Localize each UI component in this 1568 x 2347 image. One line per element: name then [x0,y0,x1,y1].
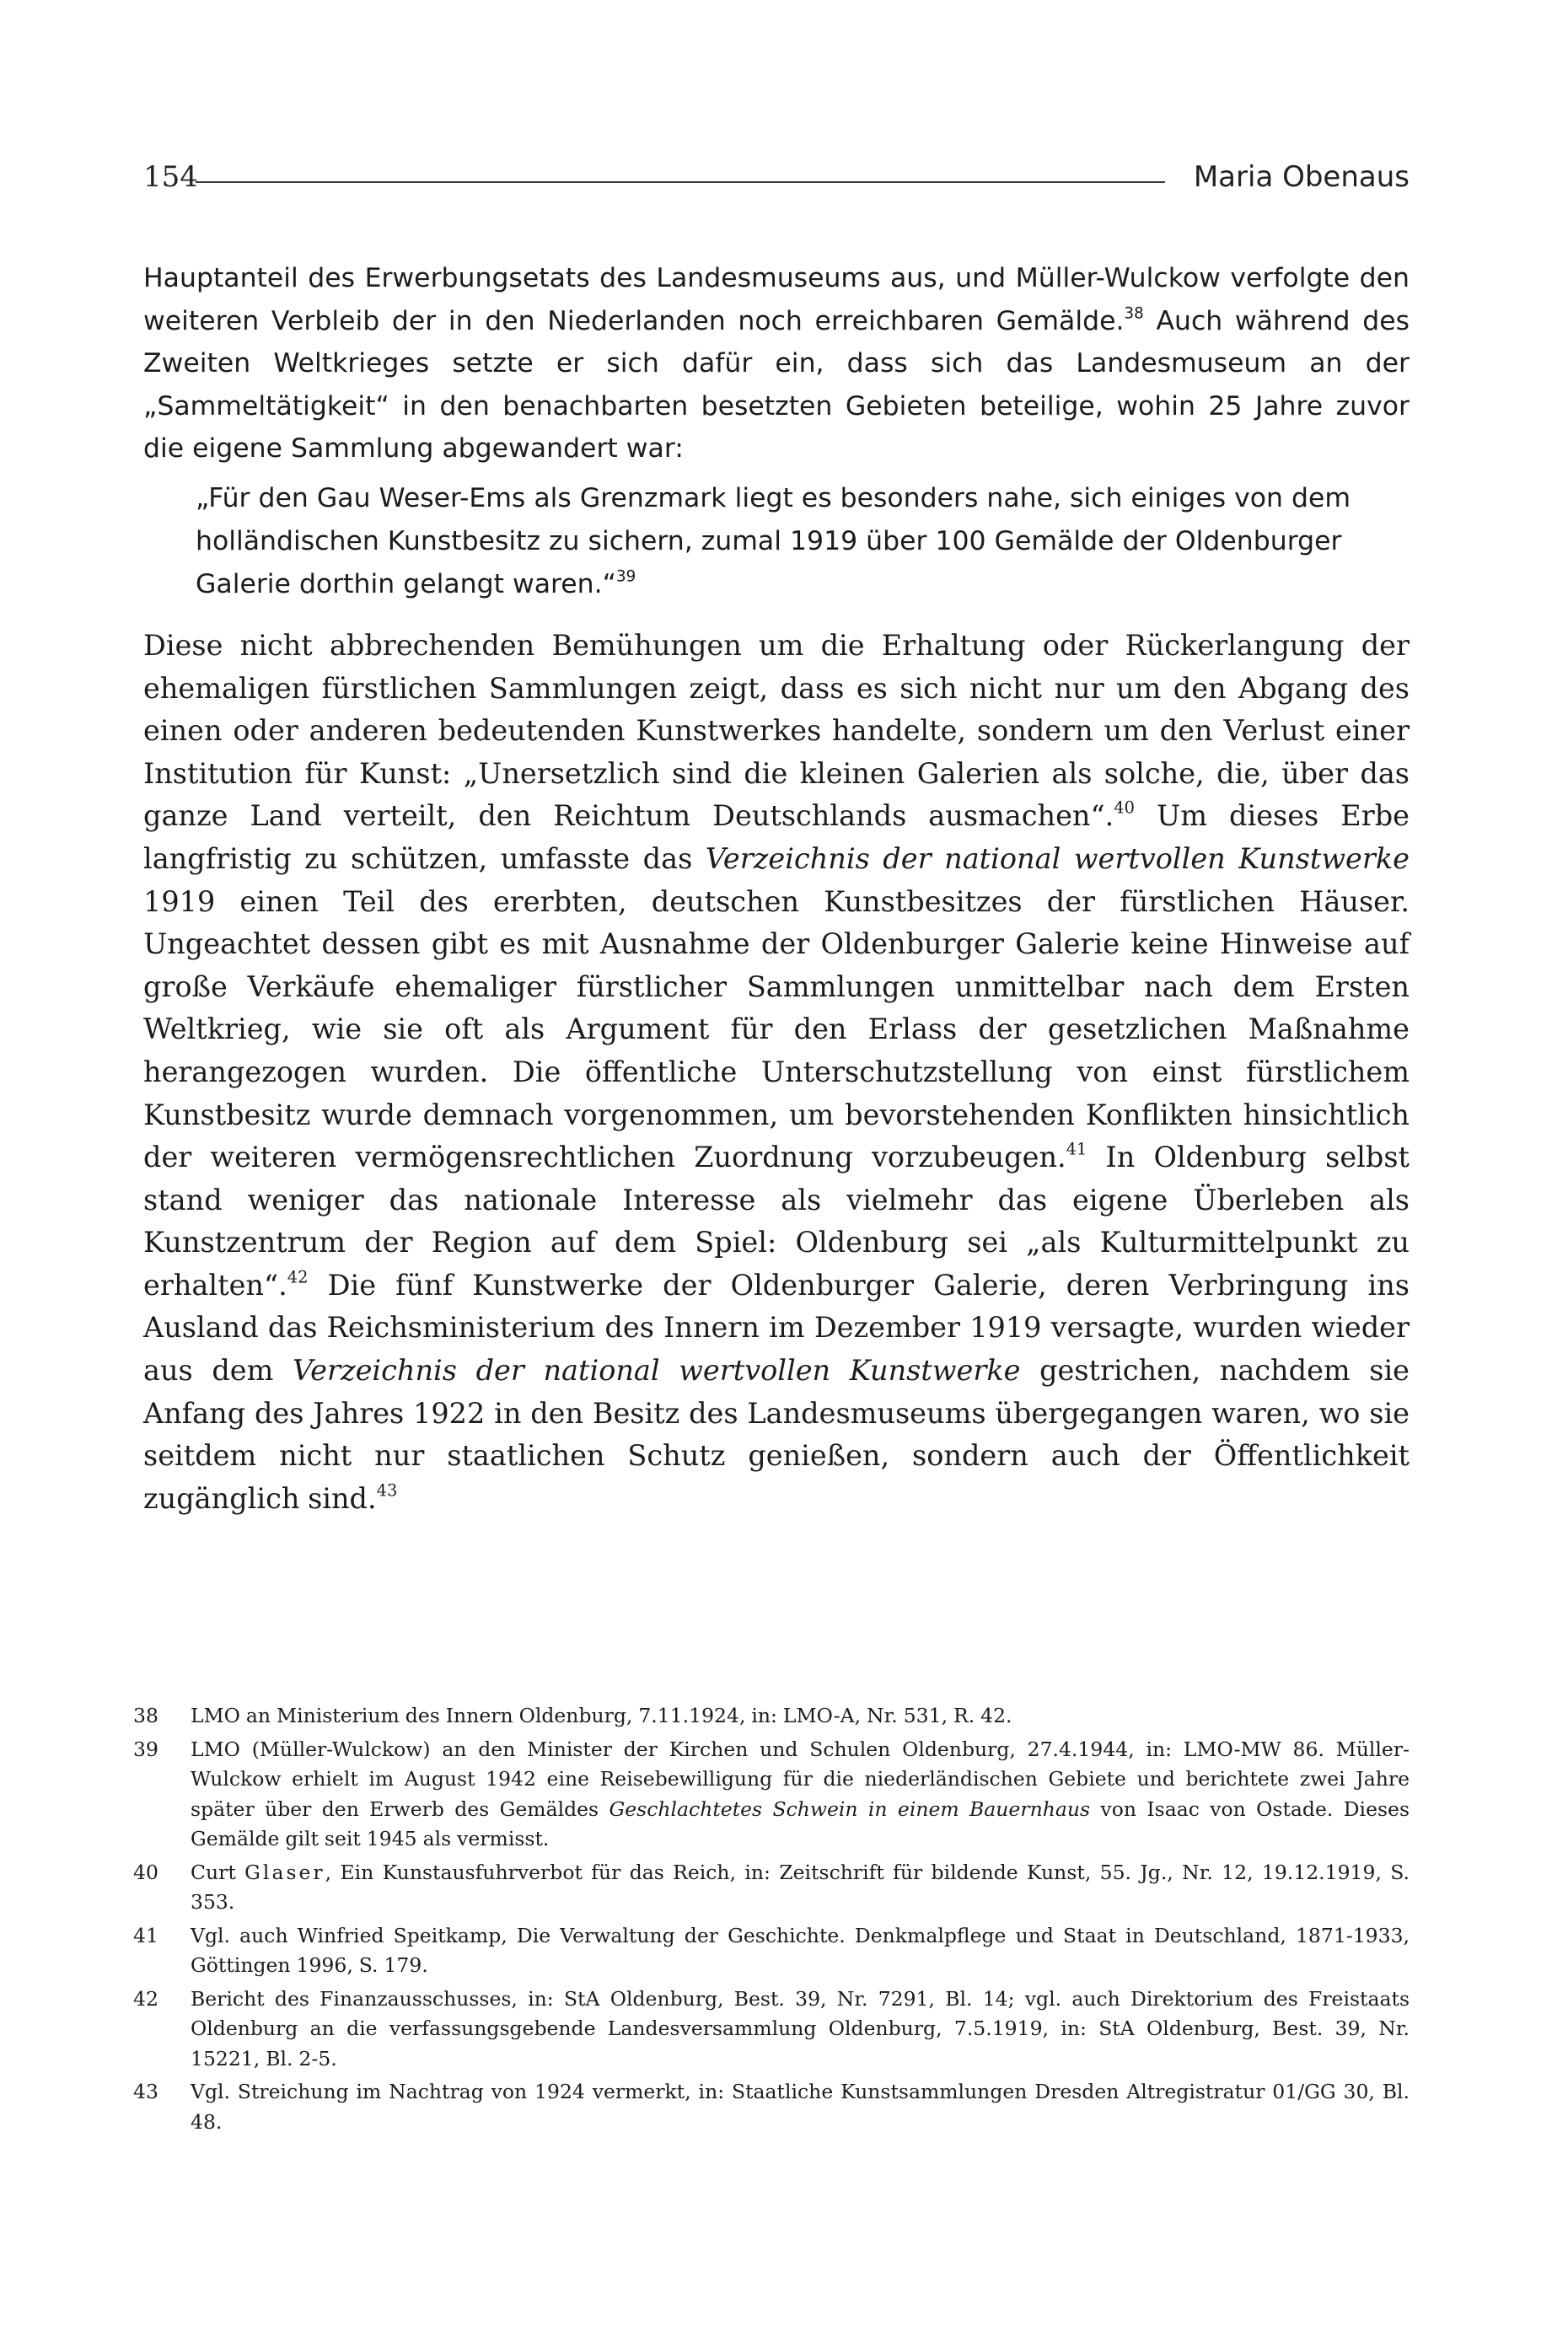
footnote-text [191,1858,1410,1918]
footnote-text [191,1735,1410,1855]
paragraph-2 [143,625,1410,1520]
footnote-text-b: von Isaac von Ostade. Dieses Gemälde gilt seit 1945 als vermisst. [191,1797,1410,1850]
footnote-ref-41[interactable]: 41 [1066,1139,1087,1159]
footnote-number: 38 [133,1704,158,1727]
footnote-number: 43 [133,2080,158,2103]
header-author: Maria Obenaus [1193,160,1410,194]
footnote-39 [133,1735,1410,1855]
paragraph-1-text-cont: Auch während des Zweiten Weltkrieges setzte er sich dafür ein, dass sich das Landesmuseum an der „Sammeltätigkeit“ in den benachbarten besetzten Gebieten beteilige, wohin 25 Jahre zuvor die eigene Sammlung abgewandert war: [143,305,1410,465]
body-text [143,257,1410,1520]
footnote-text-a: Curt [191,1860,245,1884]
paragraph-1 [143,257,1410,470]
paragraph-2-text: Diese nicht abbrechenden Bemühungen um die Erhaltung oder Rückerlangung der ehemaligen fürstlichen Sammlungen zeigt, dass es sich nicht nur um den Abgang des einen oder anderen bedeutenden Kunstwerkes handelte, sondern um den Verlust einer Institution für Kunst: „Unersetzlich sind die kleinen Galerien als solche, die, über das ganze Land verteilt, den Reichtum Deutschlands ausmachen“. [143,628,1410,833]
footnote-number: 41 [133,1923,158,1947]
footnote-41 [133,1921,1410,1981]
paragraph-2-text-b: Um dieses Erbe langfristig zu schützen, umfasste das [143,799,1410,875]
footnote-text-b: , Ein Kunstausfuhrverbot für das Reich, in: Zeitschrift für bildende Kunst, 55. Jg., Nr. 12, 19.12.1919, S. 353. [191,1860,1410,1914]
footnote-ref-42[interactable]: 42 [287,1267,309,1287]
page-number: 154 [143,160,198,194]
footnote-text: Bericht des Finanzausschusses, in: StA Oldenburg, Best. 39, Nr. 7291, Bl. 14; vgl. auch Direktorium des Freistaats Oldenburg an die verfassungsgebende Landesversammlung Oldenburg, 7.5.1919, in: StA Oldenburg, Best. 39, Nr. 15221, Bl. 2-5. [191,1986,1410,2070]
quote-text: „Für den Gau Weser-Ems als Grenzmark liegt es besonders nahe, sich einiges von dem holländischen Kunstbesitz zu sichern, zumal 1919 über 100 Gemälde der Oldenburger Galerie dorthin gelangt waren.“ [196,482,1351,599]
footnote-ref-38[interactable]: 38 [1124,303,1144,322]
footnote-text: LMO an Ministerium des Innern Oldenburg, 7.11.1924, in: LMO-A, Nr. 531, R. 42. [191,1704,1012,1727]
paragraph-2-text-d: In Oldenburg selbst stand weniger das nationale Interesse als vielmehr das eigene Überleben als Kunstzentrum der Region auf dem Spiel: Oldenburg sei „als Kulturmittelpunkt zu erhalten“. [143,1141,1410,1302]
running-header [143,156,1410,207]
footnote-number: 42 [133,1986,158,2011]
footnote-40 [133,1858,1410,1918]
footnote-ref-43[interactable]: 43 [376,1480,398,1501]
footnote-38 [133,1701,1410,1732]
footnote-43 [133,2077,1410,2137]
block-quote [143,470,1410,621]
footnote-author-spaced: Glaser [244,1860,325,1884]
paragraph-2-text-e: Die fünf Kunstwerke der Oldenburger Galerie, deren Verbringung ins Ausland das Reichsministerium des Innern im Dezember 1919 versagte, wurden wieder aus dem [143,1268,1410,1388]
footnote-number: 39 [133,1737,158,1761]
footnote-text: Vgl. auch Winfried Speitkamp, Die Verwaltung der Geschichte. Denkmalpflege und Staat in Deutschland, 1871-1933, Göttingen 1996, S. 179. [191,1923,1410,1977]
italic-title-1: Verzeichnis der national wertvollen Kunstwerke [705,841,1410,875]
footnote-text: Vgl. Streichung im Nachtrag von 1924 vermerkt, in: Staatliche Kunstsammlungen Dresden Altregistratur 01/GG 30, Bl. 48. [191,2080,1410,2134]
footnote-number: 40 [133,1860,158,1884]
header-rule [196,181,1165,183]
paragraph-1-text: Hauptanteil des Erwerbungsetats des Landesmuseums aus, und Müller-Wulckow verfolgte den weiteren Verbleib der in den Niederlanden noch erreichbaren Gemälde. [143,263,1410,336]
footnotes [133,1701,1410,2140]
footnote-text-a: LMO (Müller-Wulckow) an den Minister der Kirchen und Schulen Oldenburg, 27.4.1944, in: LMO-MW 86. Müller-Wulckow erhielt im August 1942 eine Reisebewilligung für die niederländischen Gebiete und berichtete zwei Jahre später über den Erwerb des Gemäldes [191,1737,1410,1821]
footnote-42 [133,1984,1410,2075]
paragraph-2-text-f: gestrichen, nachdem sie Anfang des Jahres 1922 in den Besitz des Landesmuseums übergegangen waren, wo sie seitdem nicht nur staatlichen Schutz genießen, sondern auch der Öffentlichkeit zugänglich sind. [143,1354,1410,1515]
footnote-italic-title: Geschlachtetes Schwein in einem Bauernhaus [609,1797,1091,1821]
footnote-ref-40[interactable]: 40 [1114,798,1136,818]
footnote-ref-39[interactable]: 39 [615,567,636,586]
italic-title-2: Verzeichnis der national wertvollen Kunstwerke [293,1354,1021,1388]
paragraph-2-text-c: 1919 einen Teil des ererbten, deutschen Kunstbesitzes der fürstlichen Häuser. Ungeachtet dessen gibt es mit Ausnahme der Oldenburger Galerie keine Hinweise auf große Verkäufe ehemaliger fürstlicher Sammlungen unmittelbar nach dem Ersten Weltkrieg, wie sie oft als Argument für den Erlass der gesetzlichen Maßnahme herangezogen wurden. Die öffentliche Unterschutzstellung von einst fürstlichem Kunstbesitz wurde demnach vorgenommen, um bevorstehenden Konflikten hinsichtlich der weiteren vermögensrechtlichen Zuordnung vorzubeugen. [143,884,1410,1174]
